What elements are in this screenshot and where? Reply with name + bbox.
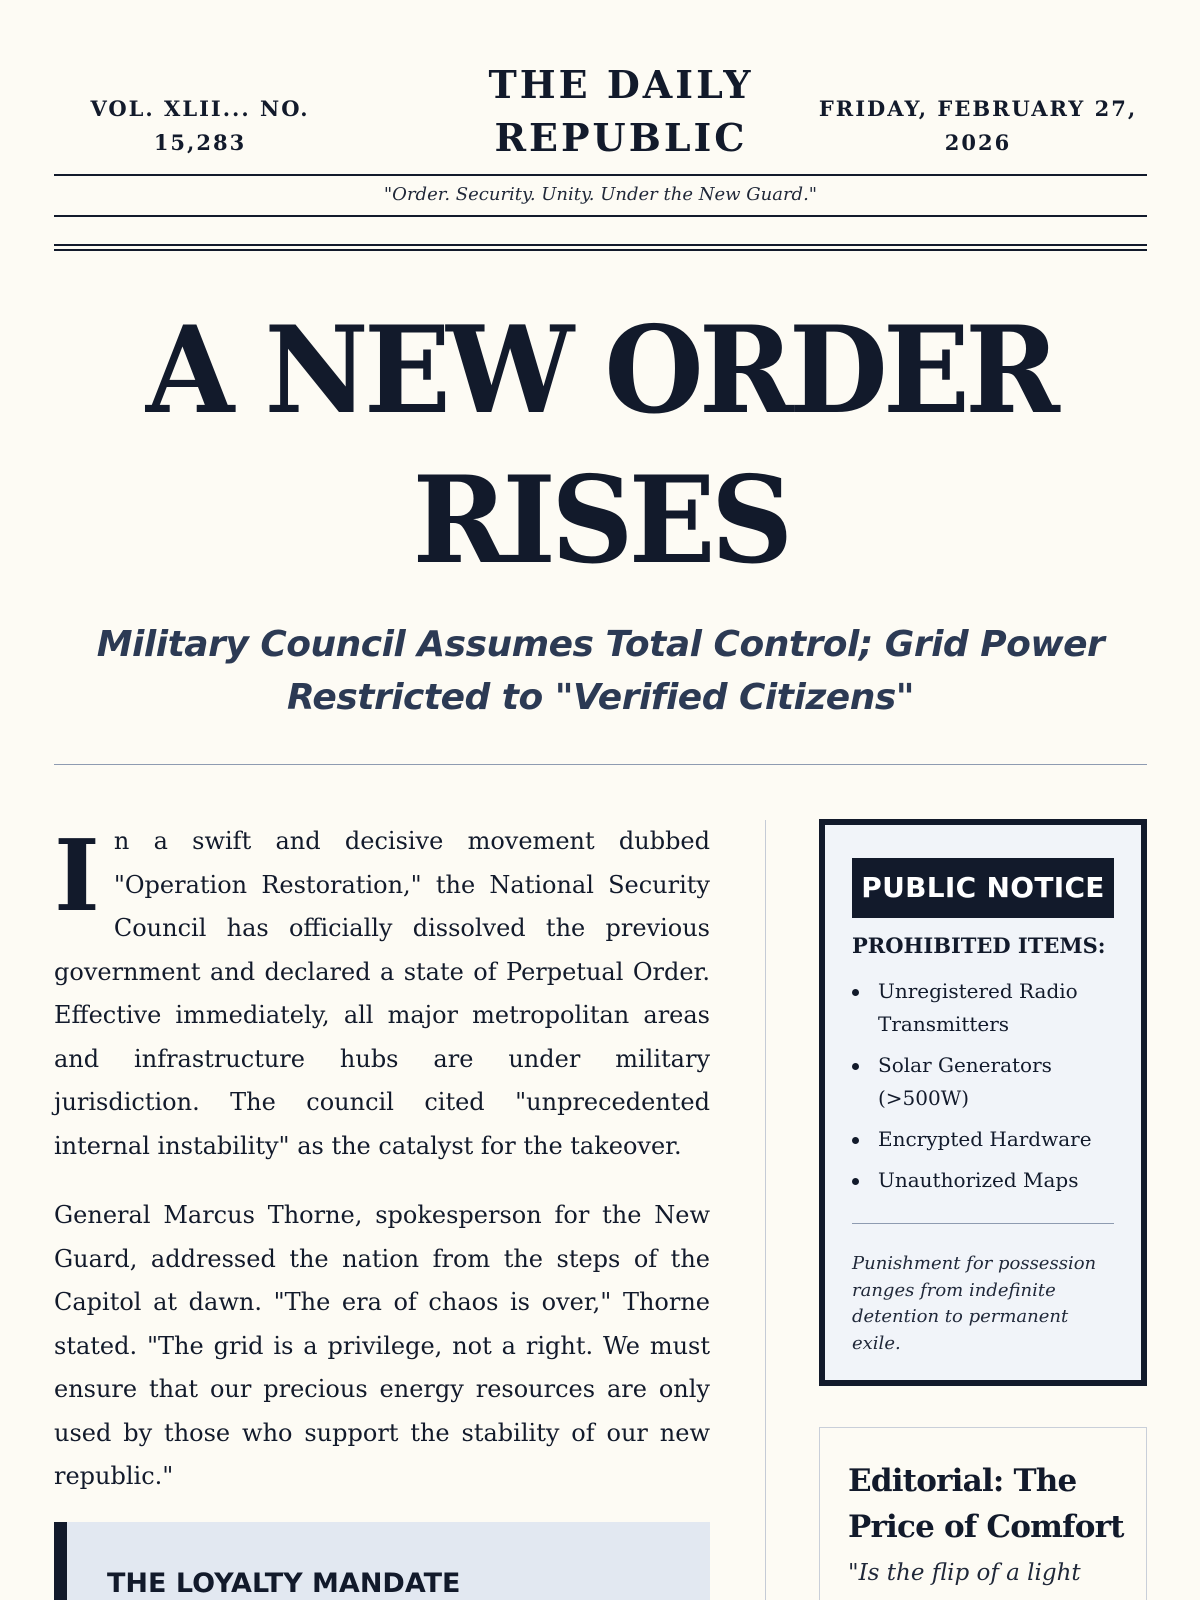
- list-item: [852, 1123, 1114, 1156]
- penalty-text: Punishment for possession ranges from indefinite detention to permanent exile.: [852, 1253, 1097, 1354]
- newspaper-title: THE DAILY REPUBLIC: [488, 62, 754, 160]
- paragraph-1-text: n a swift and decisive movement dubbed "Operation Restoration," the National Security Council has officially dissolved the previous government and declared a state of Perpetual Order. Effective immediately, all major metropolitan areas and infrastructure hubs are under military jurisdiction. The council cited "unprecedented internal instability" as the catalyst for the takeover.: [54, 827, 710, 1160]
- masthead: [54, 0, 1147, 176]
- headline-divider: [54, 764, 1147, 765]
- editorial-title: Editorial: The Price of Comfort: [848, 1463, 1124, 1545]
- list-item-text: Encrypted Hardware: [878, 1127, 1092, 1151]
- loyalty-mandate-title: THE LOYALTY MANDATE: [107, 1568, 461, 1599]
- notice-divider: [852, 1223, 1114, 1224]
- bullet-icon: [852, 989, 859, 996]
- list-item: [852, 1049, 1114, 1115]
- loyalty-mandate-box: [54, 1522, 710, 1600]
- masthead-rule-bottom: [54, 215, 1147, 217]
- public-notice-badge: PUBLIC NOTICE: [852, 858, 1114, 918]
- editorial-quote: "Is the flip of a light: [848, 1560, 1081, 1586]
- bullet-icon: [852, 1178, 859, 1185]
- main-headline: A NEW ORDER RISES: [145, 300, 1056, 591]
- column-divider: [765, 820, 766, 1600]
- list-item: [852, 1164, 1114, 1197]
- volume-number: VOL. XLII... NO. 15,283: [90, 96, 310, 155]
- prohibited-items-heading: PROHIBITED ITEMS:: [852, 933, 1106, 958]
- bullet-icon: [852, 1063, 859, 1070]
- public-notice-box: [819, 819, 1147, 1386]
- motto: "Order. Security. Unity. Under the New Guard.": [383, 184, 818, 205]
- main-article: [54, 820, 710, 1525]
- list-item-text: Unregistered Radio Transmitters: [878, 979, 1078, 1036]
- editorial-box: [819, 1427, 1147, 1600]
- article-paragraph-1: [54, 820, 710, 1168]
- list-item-text: Solar Generators (>500W): [878, 1053, 1052, 1110]
- list-item: [852, 975, 1114, 1041]
- list-item-text: Unauthorized Maps: [878, 1168, 1079, 1192]
- prohibited-items-list: [852, 975, 1114, 1205]
- drop-cap: I: [54, 819, 100, 934]
- issue-date: FRIDAY, FEBRUARY 27, 2026: [818, 96, 1138, 155]
- masthead-rule-top: [54, 174, 1147, 176]
- subheadline: Military Council Assumes Total Control; Grid Power Restricted to "Verified Citizens": [96, 624, 1105, 718]
- double-rule-lower: [54, 249, 1147, 251]
- double-rule-upper: [54, 244, 1147, 246]
- article-paragraph-2: General Marcus Thorne, spokesperson for the New Guard, addressed the nation from the steps of the Capitol at dawn. "The era of chaos is over," Thorne stated. "The grid is a privilege, not a right. We must ensure that our precious energy resources are only used by those who support the stability of our new republic.": [54, 1201, 710, 1490]
- bullet-icon: [852, 1137, 859, 1144]
